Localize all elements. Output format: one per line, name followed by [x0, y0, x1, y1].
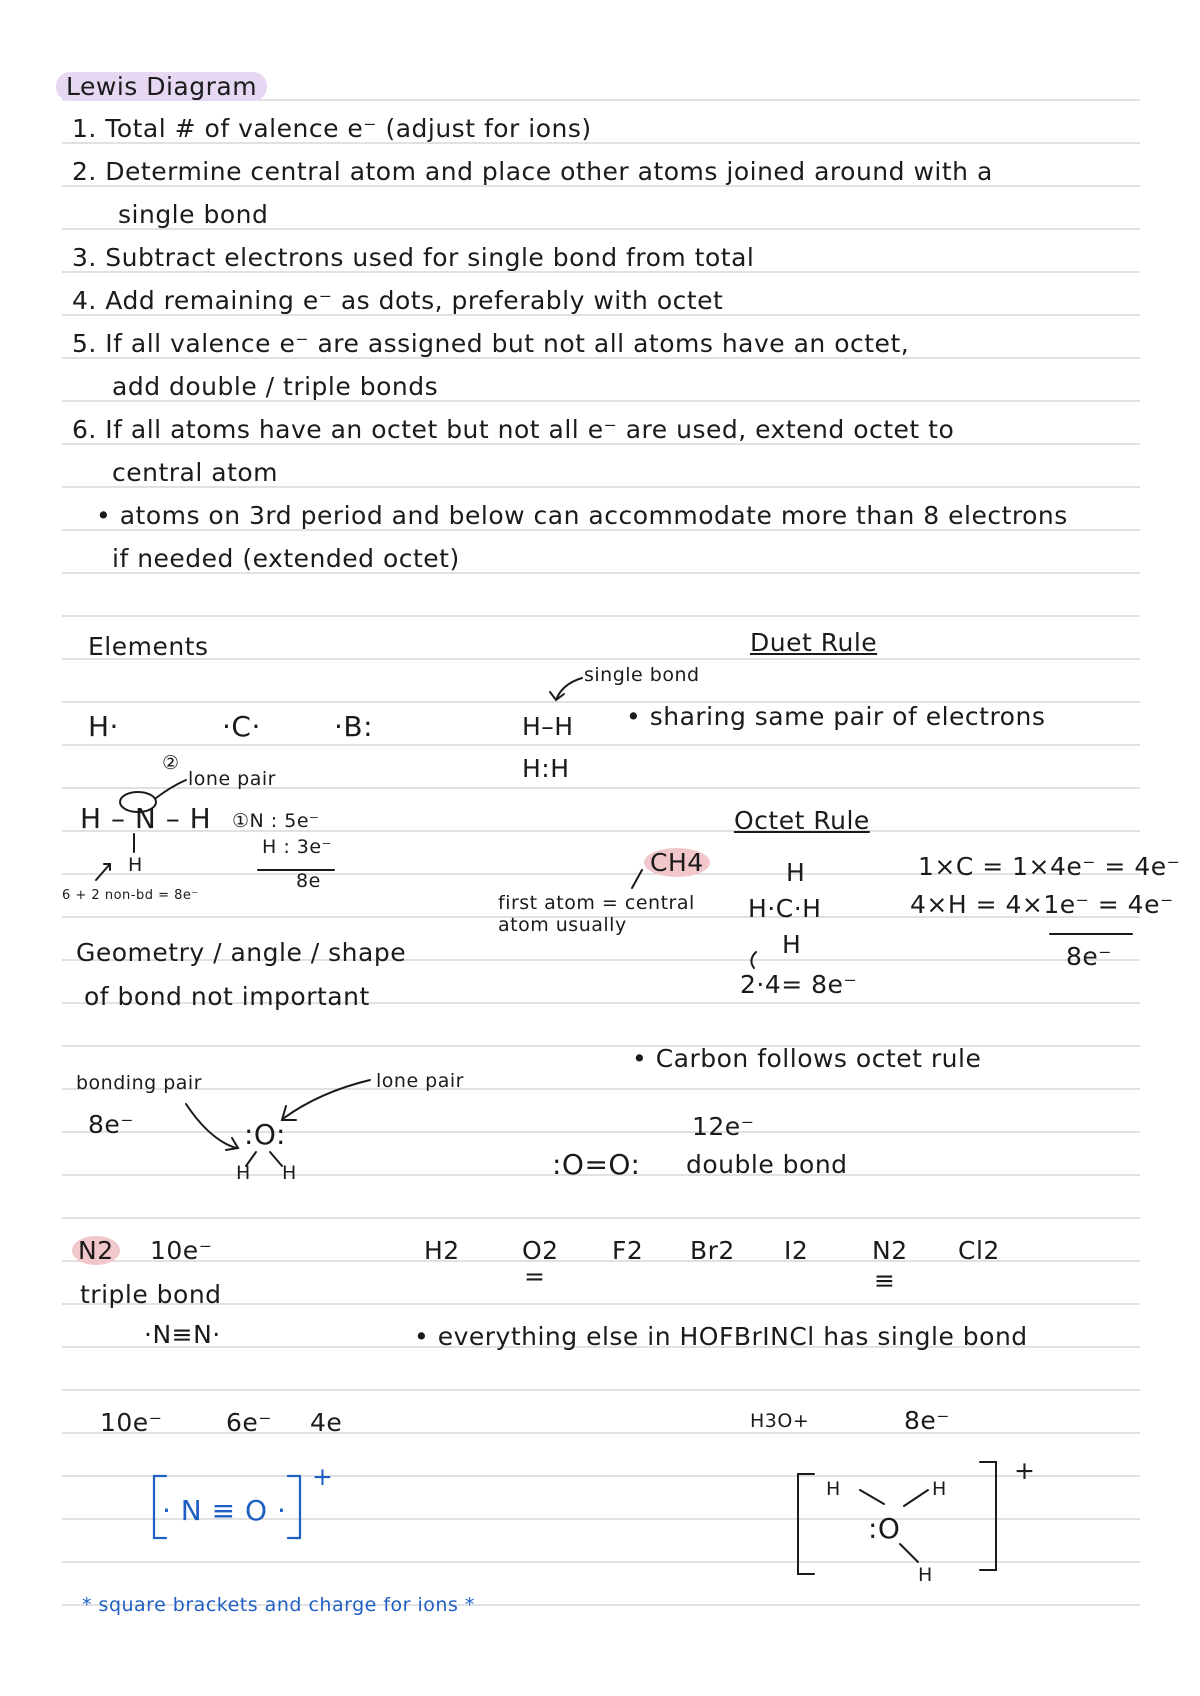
water-bond-1 [246, 1152, 256, 1166]
lone-pair-label: lone pair [188, 768, 276, 790]
carbon-dot: ·C· [222, 710, 261, 743]
octet-heading: Octet Rule [734, 806, 870, 835]
no-count-3: 4e [310, 1408, 343, 1437]
no-count-2: 6e⁻ [226, 1408, 272, 1437]
nh-calc-total: 8e [296, 870, 321, 892]
step-note-cont: if needed (extended octet) [112, 544, 460, 573]
ch4-arrow [632, 870, 642, 888]
page-title: Lewis Diagram [56, 72, 267, 102]
n2-label: N2 [72, 1236, 120, 1266]
ch4-curl-arrow [751, 952, 756, 968]
nh-arrow [96, 864, 110, 880]
molecule-f2: F2 [612, 1236, 644, 1265]
no-left-bracket [154, 1476, 166, 1538]
elements-heading: Elements [88, 632, 209, 661]
ch4-middle: H·C·H [748, 894, 822, 923]
h3o-bond-1 [860, 1490, 884, 1504]
step-1: 1. Total # of valence e⁻ (adjust for ions) [72, 114, 592, 143]
step-5-cont: add double / triple bonds [112, 372, 439, 401]
h3o-h2: H [932, 1478, 947, 1500]
h3o-count: 8e⁻ [904, 1406, 950, 1435]
nh-calc-n: ①N : 5e⁻ [232, 810, 320, 832]
n2-count: 10e⁻ [150, 1236, 213, 1265]
h3o-bond-2 [904, 1490, 928, 1506]
step-note: • atoms on 3rd period and below can accommodate more than 8 electrons [96, 501, 1068, 530]
hh-dots: H:H [522, 754, 570, 783]
o2-count: 12e⁻ [692, 1112, 755, 1141]
lone-pair-arrow [156, 780, 186, 798]
bonding-pair-label: bonding pair [76, 1072, 203, 1094]
carbon-octet-note: • Carbon follows octet rule [632, 1044, 982, 1073]
step-4: 4. Add remaining e⁻ as dots, preferably with octet [72, 286, 724, 315]
octet-total: 8e⁻ [1066, 942, 1112, 971]
molecule-n2: N2 [872, 1236, 908, 1265]
ch4-count: 2·4= 8e⁻ [740, 970, 858, 999]
nh-bottom-note: 6 + 2 non-bd = 8e⁻ [62, 888, 199, 903]
water-oxygen: :O: [244, 1118, 286, 1151]
step-2-cont: single bond [118, 200, 269, 229]
ch4-label: CH4 [644, 848, 710, 878]
hh-line: H–H [522, 712, 574, 741]
h3o-charge: + [1014, 1456, 1036, 1485]
h3o-right-bracket [980, 1462, 996, 1570]
geometry-line-2: of bond not important [84, 982, 370, 1011]
h3o-h3: H [918, 1564, 933, 1586]
water-count: 8e⁻ [88, 1110, 134, 1139]
step-6: 6. If all atoms have an octet but not all e⁻ are used, extend octet to [72, 415, 955, 444]
step-2: 2. Determine central atom and place other atoms joined around with a [72, 157, 993, 186]
triple-bond-label: triple bond [80, 1280, 222, 1309]
ch4-bottom-h: H [782, 930, 802, 959]
no-right-bracket [288, 1476, 300, 1538]
o2-structure: :O=O: [552, 1148, 641, 1181]
molecule-o2: O2 [522, 1236, 559, 1265]
bonding-pair-arrow [186, 1104, 238, 1150]
nh-structure: H – N – H [80, 802, 212, 835]
single-bond-note: • everything else in HOFBrINCl has single bond [414, 1322, 1028, 1351]
single-bond-label: single bond [584, 664, 700, 686]
first-atom-note: first atom = central [498, 892, 695, 914]
molecule-cl2: Cl2 [958, 1236, 1000, 1265]
h3o-oxygen: :O [868, 1512, 901, 1545]
step-3: 3. Subtract electrons used for single bond from total [72, 243, 755, 272]
geometry-line-1: Geometry / angle / shape [76, 938, 407, 967]
water-h1: H [236, 1162, 251, 1184]
molecule-h2: H2 [424, 1236, 460, 1265]
step-5: 5. If all valence e⁻ are assigned but not all atoms have an octet, [72, 329, 910, 358]
water-lone-pair-label: lone pair [376, 1070, 464, 1092]
lone-pair-number: ② [162, 752, 180, 774]
octet-calc-c: 1×C = 1×4e⁻ = 4e⁻ [918, 852, 1181, 881]
water-bond-2 [270, 1152, 282, 1166]
o2-double-mark: = [524, 1262, 546, 1291]
h3o-h1: H [826, 1478, 841, 1500]
n2-structure: ·N≡N· [144, 1320, 221, 1349]
duet-heading: Duet Rule [750, 628, 878, 657]
single-bond-arrow [550, 678, 582, 700]
molecule-br2: Br2 [690, 1236, 735, 1265]
h3o-left-bracket [798, 1474, 814, 1574]
water-lone-pair-arrow [282, 1080, 370, 1120]
h3o-label: H3O+ [750, 1410, 810, 1432]
no-charge: + [312, 1462, 334, 1491]
ch4-top-h: H [786, 858, 806, 887]
ion-bracket-note: * square brackets and charge for ions * [82, 1594, 475, 1616]
atom-usually-note: atom usually [498, 914, 627, 936]
hydrogen-dot: H· [88, 710, 119, 743]
molecule-i2: I2 [784, 1236, 809, 1265]
nh-calc-h: H : 3e⁻ [262, 836, 333, 858]
nh-bottom-h: H [128, 854, 143, 876]
step-6-cont: central atom [112, 458, 279, 487]
water-h2: H [282, 1162, 297, 1184]
lone-pair-circle [120, 792, 156, 812]
sharing-note: • sharing same pair of electrons [626, 702, 1046, 731]
double-bond-label: double bond [686, 1150, 848, 1179]
no-count-1: 10e⁻ [100, 1408, 163, 1437]
h3o-bond-3 [900, 1544, 918, 1562]
no-structure: · N ≡ O · [162, 1494, 287, 1527]
n2-triple-mark: ≡ [874, 1266, 896, 1295]
octet-calc-h: 4×H = 4×1e⁻ = 4e⁻ [910, 890, 1174, 919]
boron-dot: ·B: [334, 710, 374, 743]
